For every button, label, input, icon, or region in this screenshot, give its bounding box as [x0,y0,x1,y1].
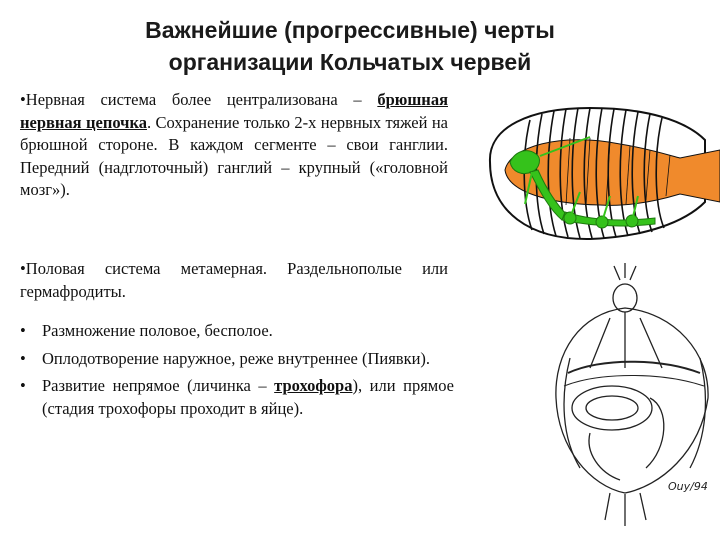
cerebral-ganglion [510,151,539,174]
bullet-fertilization [20,348,454,371]
ventral-nerve-cord-term: брюшная нервная цепочка [20,90,448,132]
trochophore-term: трохофора [274,376,353,395]
bullet-text-start: Развитие непрямое (личинка – [42,376,275,395]
bullet-reproductive-system [20,258,448,303]
apical-tuft [614,263,636,280]
bullet-text-end: ), или прямое (стадия трохофоры проходит в яйце). [42,376,454,418]
bullet-text: Оплодотворение наружное, реже внутреннее (Пиявки). [42,348,431,368]
title-line-1: Важнейшие (прогрессивные) черты [145,17,555,43]
bullet-development [20,375,454,420]
bullet-marker: • [20,259,26,278]
bullet-marker: • [20,348,26,368]
bullet-marker: • [20,90,26,109]
bullet-reproduction [20,320,454,343]
trochophore-larva-illustration [550,258,720,538]
slide-title [70,14,630,78]
bullet-text: Размножение половое, бесполое. [42,321,273,340]
bullet-list [20,320,454,425]
bullet-marker: • [20,321,26,340]
bullet-marker: • [20,376,26,395]
bullet-text: Половая система метамерная. Раздельнополые или гермафродиты. [20,259,448,301]
anal-tuft [605,493,646,526]
artist-signature: Ouy/94 [668,480,708,493]
annelid-nervous-system-illustration [470,92,720,247]
bullet-nervous-system [20,89,448,202]
bullet-text-start: Нервная система более централизована – [25,90,378,109]
title-line-2: организации Кольчатых червей [168,49,532,75]
bullet-text-end: . Сохранение только 2-х нервных тяжей на брюшной стороне. В каждом сегменте – свои ганглии. Передний (надглоточный) ганглий – крупный («головной мозг»). [20,112,448,199]
